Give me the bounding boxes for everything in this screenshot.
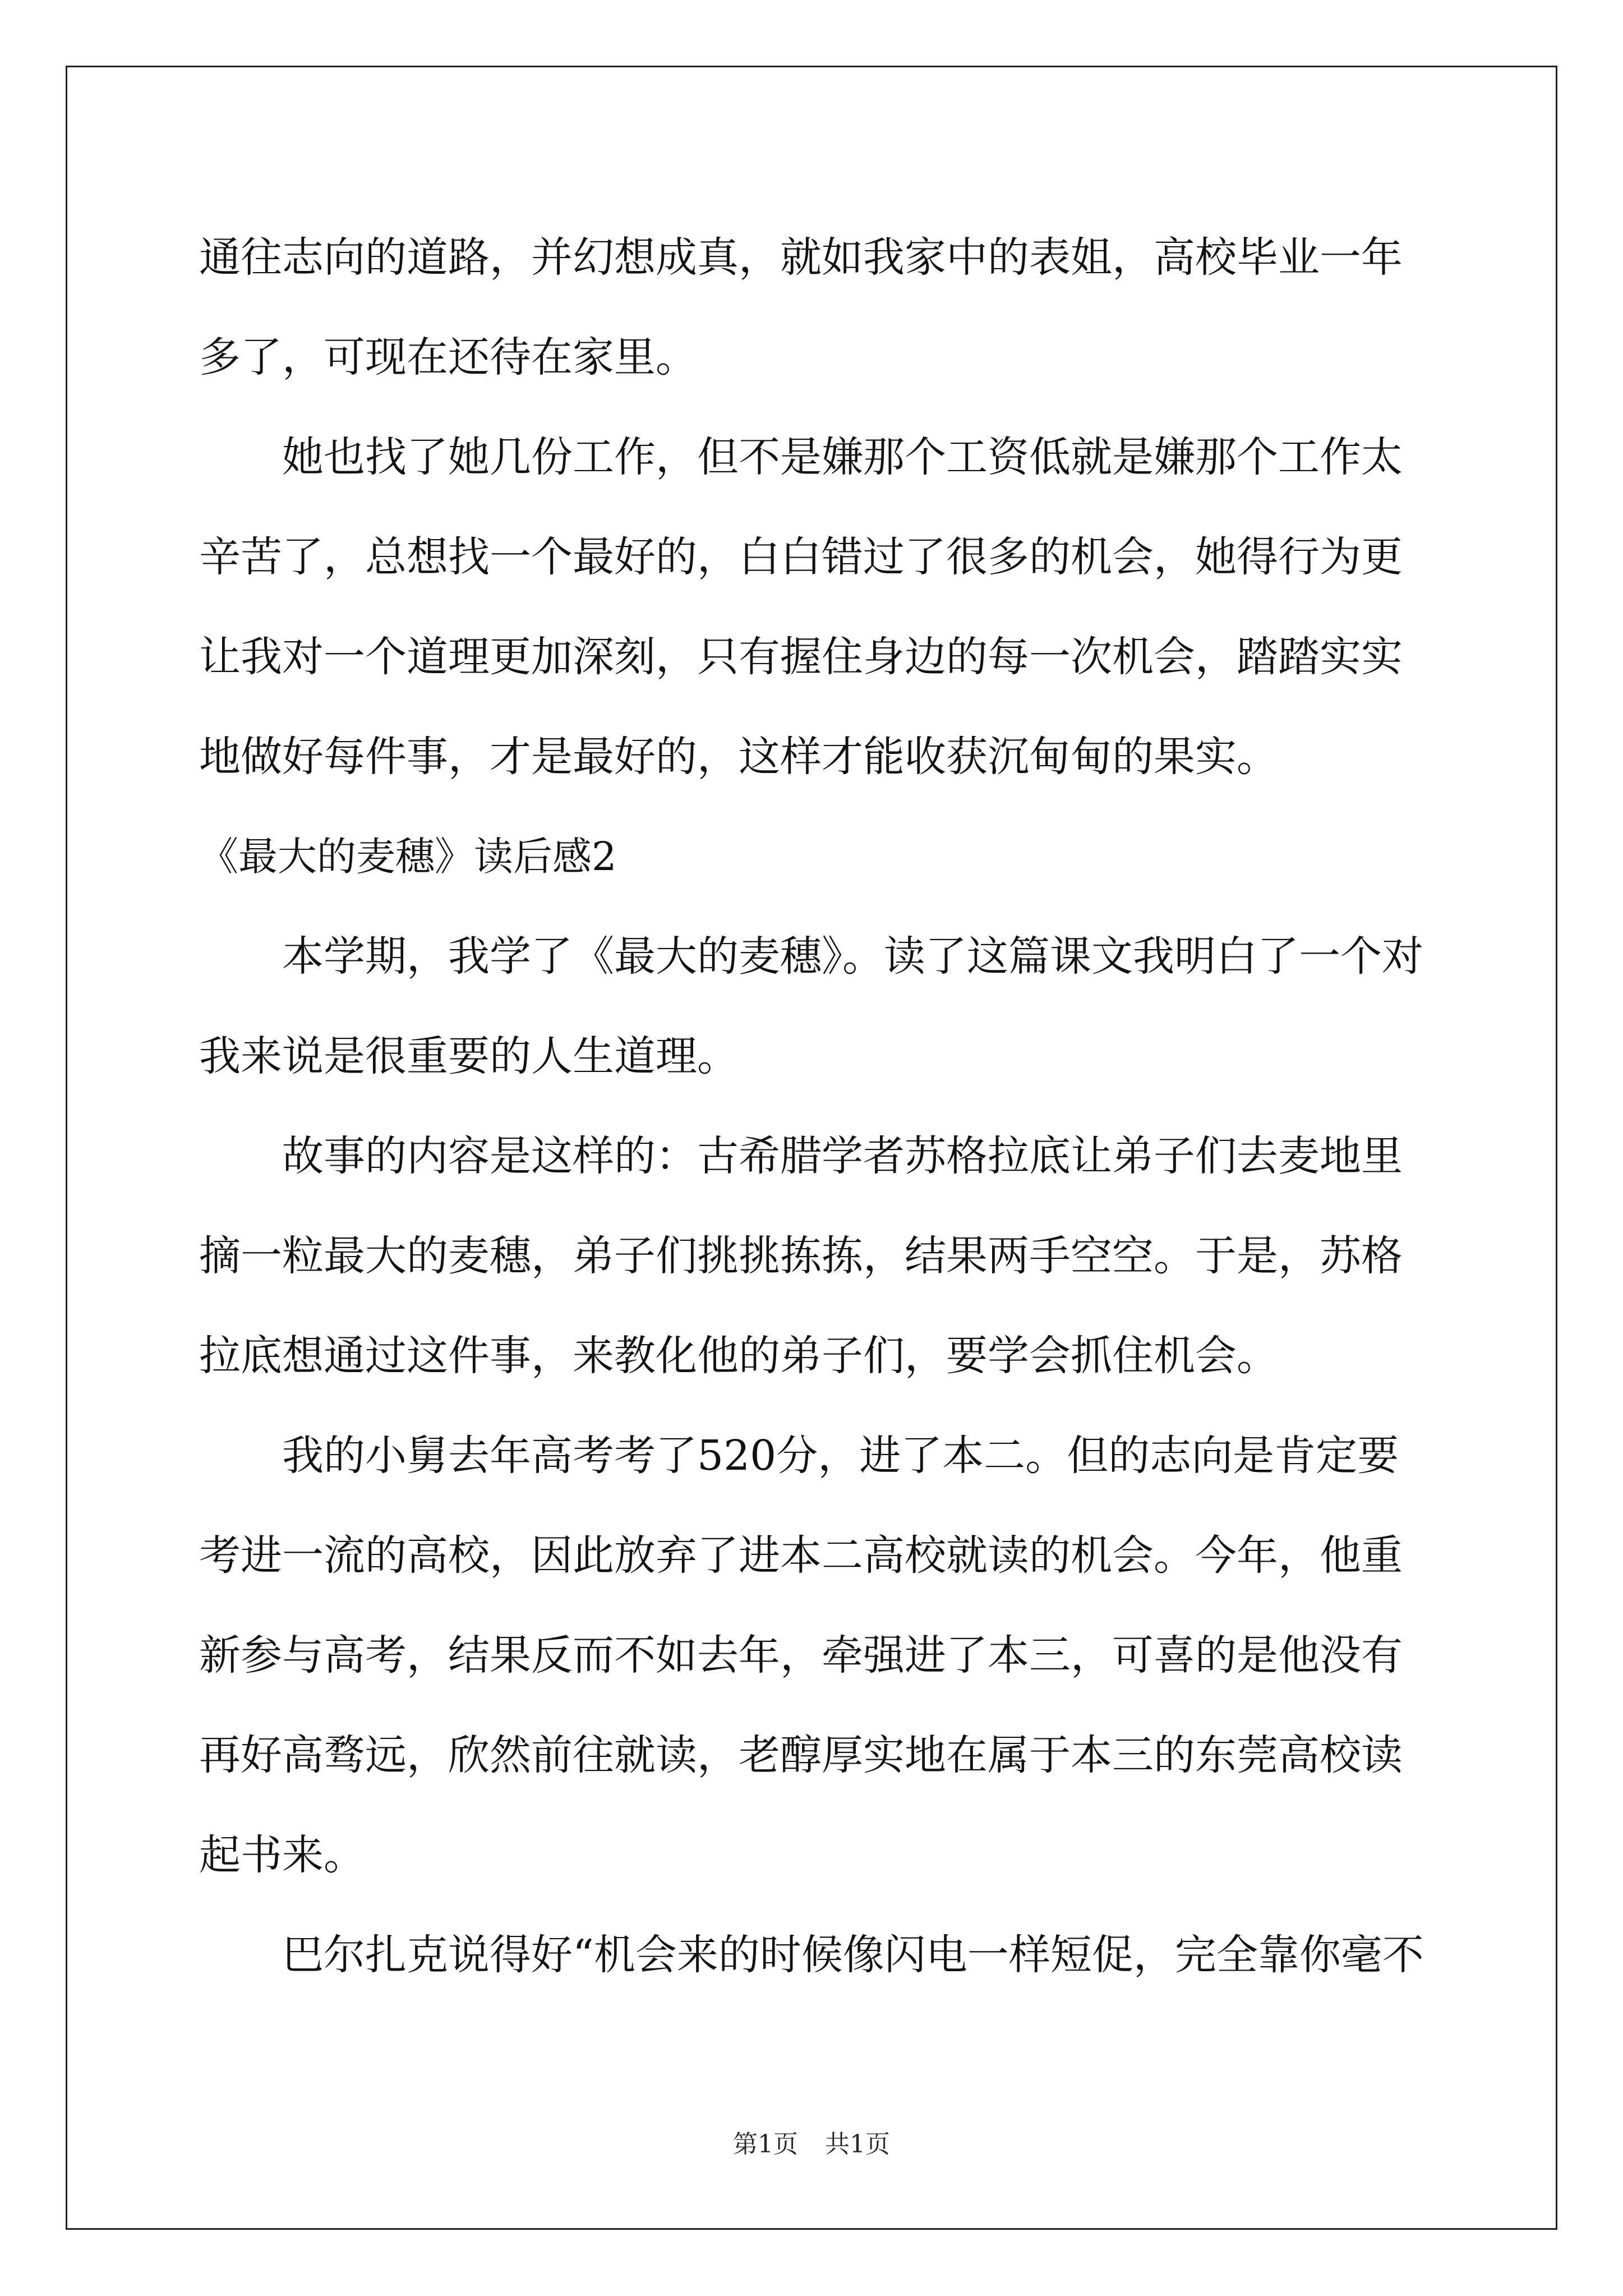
document-body [199, 208, 1433, 2005]
paragraph-6: 巴尔扎克说得好“机会来的时候像闪电一样短促，完全靠你毫不 [282, 1931, 1424, 1979]
paragraph-2: 她也找了她几份工作，但不是嫌那个工资低就是嫌那个工作太辛苦了，总想找一个最好的，白白错过了很多的机会，她得行为更让我对一个道理更加深刻，只有握住身边的每一次机会，踏踏实实地做好每件事，才是最好的，这样才能收获沉甸甸的果实。 [199, 433, 1403, 781]
page-number: 第1页 [733, 2130, 798, 2159]
paragraph-3: 本学期，我学了《最大的麦穗》。读了这篇课文我明白了一个对我来说是很重要的人生道理。 [199, 932, 1423, 1080]
paragraph-5: 我的小舅去年高考考了520分，进了本二。但的志向是肯定要考进一流的高校，因此放弃了进本二高校就读的机会。今年，他重新参与高考，结果反而不如去年，牵强进了本三，可喜的是他没有再好高骛远，欣然前往就读，老醇厚实地在属于本三的东莞高校读起书来。 [199, 1432, 1403, 1879]
section-heading: 《最大的麦穗》读后感2 [199, 834, 617, 880]
paragraph-1: 通往志向的道路，并幻想成真，就如我家中的表姐，高校毕业一年多了，可现在还待在家里。 [199, 233, 1403, 381]
page-total: 共1页 [825, 2130, 890, 2159]
page-footer [0, 2124, 1623, 2160]
paragraph-4: 故事的内容是这样的：古希腊学者苏格拉底让弟子们去麦地里摘一粒最大的麦穗，弟子们挑挑拣拣，结果两手空空。于是，苏格拉底想通过这件事，来教化他的弟子们，要学会抓住机会。 [199, 1132, 1403, 1380]
